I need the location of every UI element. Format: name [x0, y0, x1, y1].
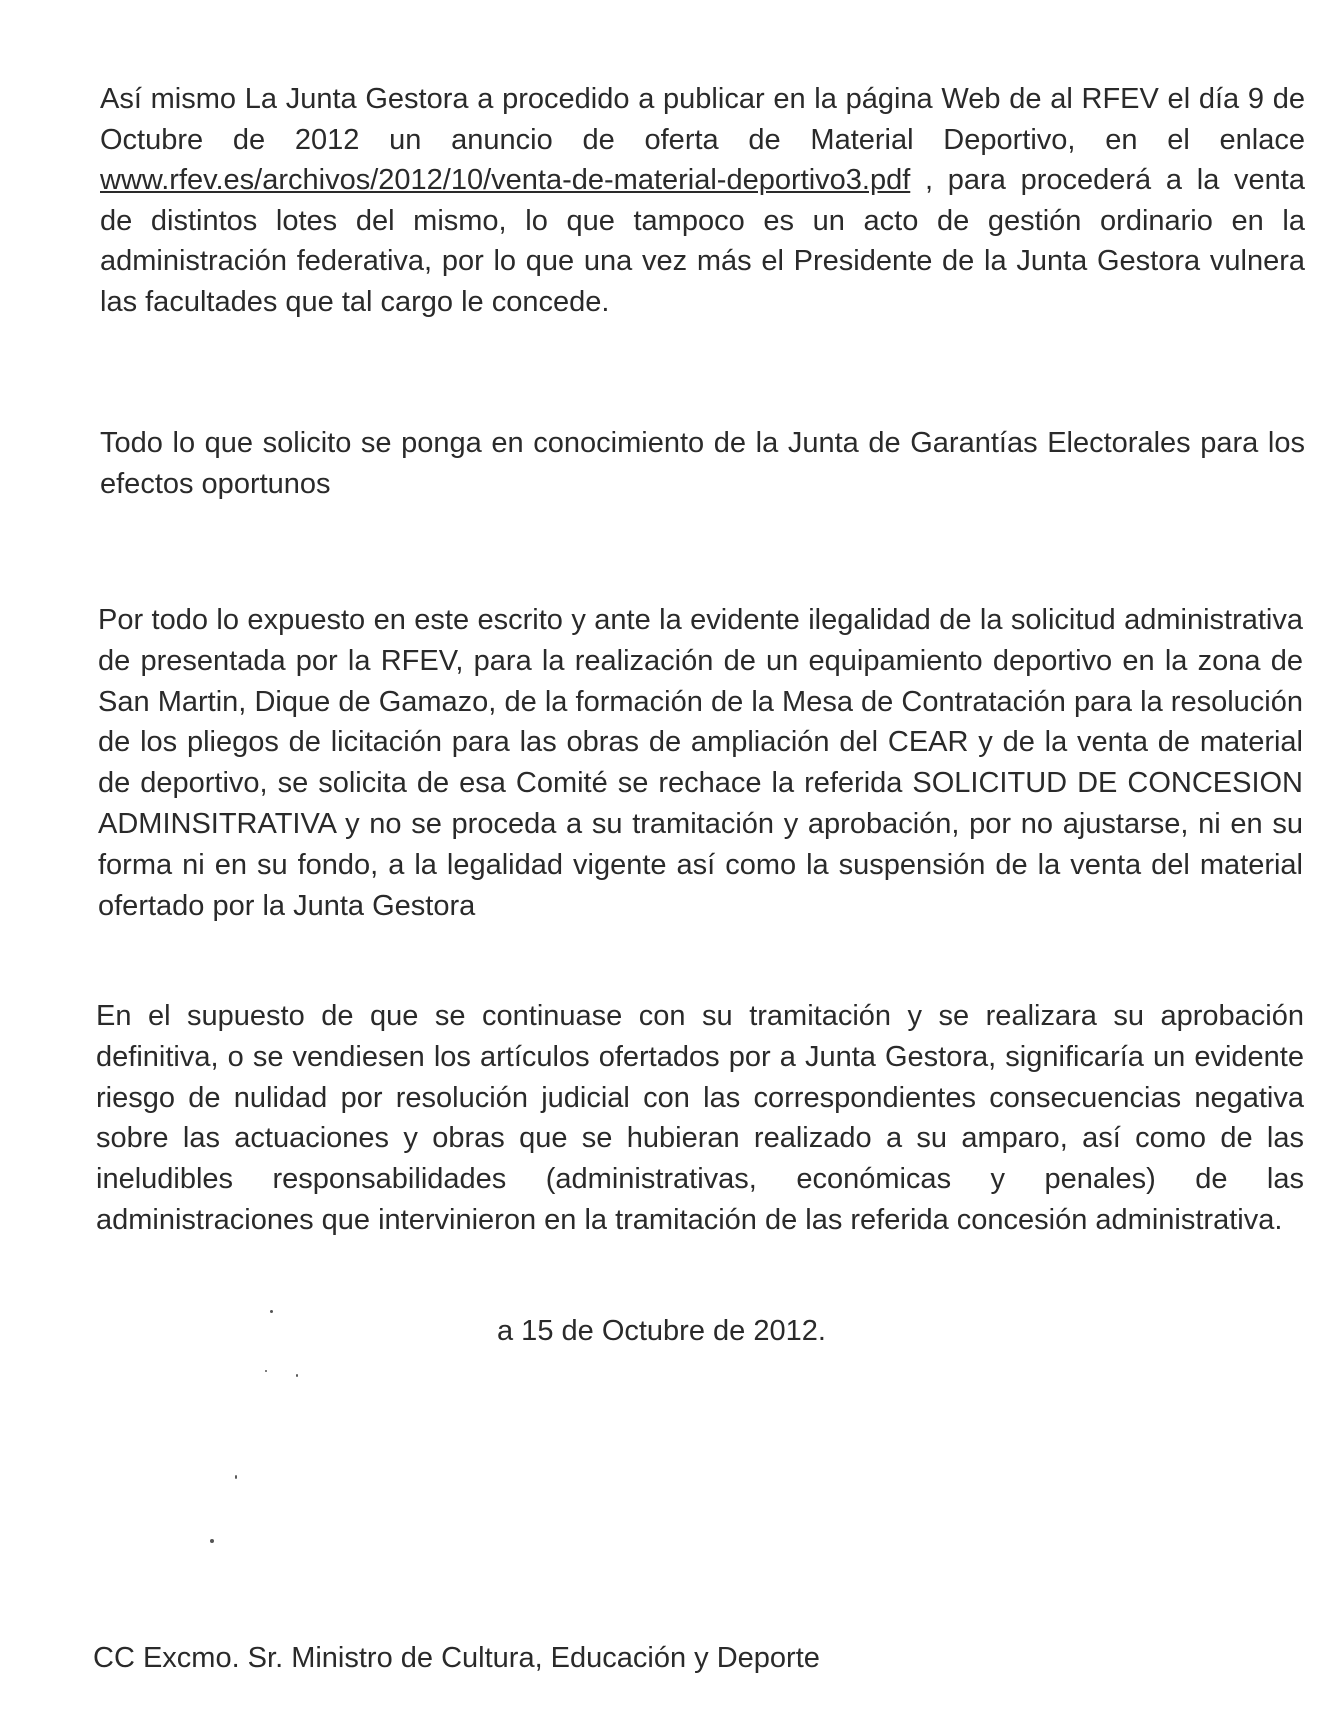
scan-speck: [235, 1475, 237, 1479]
paragraph-text: , para procederá a la venta de distintos lotes del mismo, lo que tampoco es un acto de gestión ordinario en la administración federativa, por lo que una vez más el Presidente de la Junta Gestora vulnera las facultades que tal cargo le concede.: [100, 164, 1305, 318]
scan-speck: [270, 1310, 273, 1313]
paragraph-nullity-risk: En el supuesto de que se continuase con su tramitación y se realizara su aprobación definitiva, o se vendiesen los artículos ofertados por a Junta Gestora, significaría un evidente riesgo de nulidad por resolución judicial con las correspondientes consecuencias negativa sobre las actuaciones y obras que se hubieran realizado a su amparo, así como de las ineludibles responsabilidades (administrativas, económicas y penales) de las administraciones que intervinieron en la tramitación de las referida concesión administrativa.: [96, 1000, 1304, 1236]
pdf-link[interactable]: www.rfev.es/archivos/2012/10/venta-de-material-deportivo3.pdf: [100, 164, 911, 196]
scan-speck: [265, 1370, 267, 1372]
paragraph-conclusion-request: Por todo lo expuesto en este escrito y ante la evidente ilegalidad de la solicitud administrativa de presentada por la RFEV, para la realización de un equipamiento deportivo en la zona de San Martin, Dique de Gamazo, de la formación de la Mesa de Contratación para la resolución de los pliegos de licitación para las obras de ampliación del CEAR y de la venta de material de deportivo, se solicita de esa Comité se rechace la referida SOLICITUD DE CONCESION ADMINSITRATIVA y no se proceda a su tramitación y aprobación, por no ajustarse, ni en su forma ni en su fondo, a la legalidad vigente así como la suspensión de la venta del material ofertado por la Junta Gestora: [98, 604, 1303, 922]
scan-speck: [210, 1539, 214, 1543]
paragraph-text: Así mismo La Junta Gestora a procedido a publicar en la página Web de al RFEV el día 9 de Octubre de 2012 un anuncio de oferta de Material Deportivo, en el enlace: [100, 83, 1305, 156]
cc-line: CC Excmo. Sr. Ministro de Cultura, Educación y Deporte: [93, 1642, 820, 1674]
signature-area: [90, 1290, 410, 1580]
paragraph-material-sale-notice: [100, 79, 1305, 322]
date-line: a 15 de Octubre de 2012.: [497, 1315, 826, 1347]
scan-speck: [296, 1374, 298, 1377]
paragraph-request-junta-garantias: Todo lo que solicito se ponga en conocimiento de la Junta de Garantías Electorales para los efectos oportunos: [100, 427, 1305, 500]
